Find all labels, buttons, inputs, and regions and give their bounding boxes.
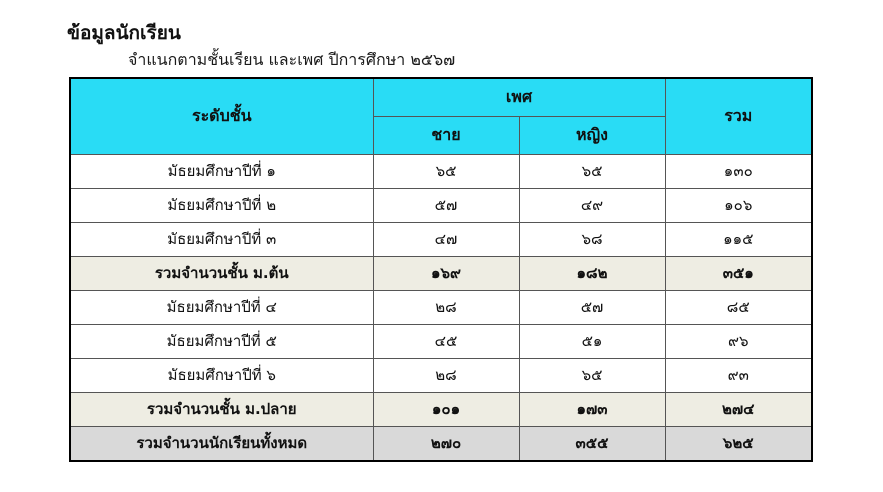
total-cell: ๙๖ <box>665 324 812 358</box>
table-row <box>70 324 812 358</box>
level-cell: รวมจำนวนนักเรียนทั้งหมด <box>70 426 373 461</box>
table-row <box>70 222 812 256</box>
male-cell: ๖๕ <box>373 154 519 188</box>
level-cell: รวมจำนวนชั้น ม.ต้น <box>70 256 373 290</box>
header-female: หญิง <box>519 116 665 154</box>
table-row <box>70 188 812 222</box>
student-table <box>69 77 813 462</box>
female-cell: ๖๘ <box>519 222 665 256</box>
page-subtitle: จำแนกตามชั้นเรียน และเพศ ปีการศึกษา ๒๕๖๗ <box>128 50 456 69</box>
male-cell: ๒๘ <box>373 358 519 392</box>
total-cell: ๒๗๔ <box>665 392 812 426</box>
female-cell: ๕๑ <box>519 324 665 358</box>
level-cell: รวมจำนวนชั้น ม.ปลาย <box>70 392 373 426</box>
table-row <box>70 290 812 324</box>
header-gender: เพศ <box>373 78 665 116</box>
total-cell: ๓๕๑ <box>665 256 812 290</box>
total-cell: ๖๒๕ <box>665 426 812 461</box>
page-title: ข้อมูลนักเรียน <box>67 22 181 44</box>
header-total: รวม <box>665 78 812 154</box>
table-row <box>70 358 812 392</box>
level-cell: มัธยมศึกษาปีที่ ๕ <box>70 324 373 358</box>
level-cell: มัธยมศึกษาปีที่ ๔ <box>70 290 373 324</box>
female-cell: ๖๕ <box>519 154 665 188</box>
table-row <box>70 154 812 188</box>
male-cell: ๒๗๐ <box>373 426 519 461</box>
male-cell: ๑๐๑ <box>373 392 519 426</box>
total-cell: ๙๓ <box>665 358 812 392</box>
total-cell: ๑๓๐ <box>665 154 812 188</box>
level-cell: มัธยมศึกษาปีที่ ๓ <box>70 222 373 256</box>
male-cell: ๔๗ <box>373 222 519 256</box>
female-cell: ๕๗ <box>519 290 665 324</box>
level-cell: มัธยมศึกษาปีที่ ๒ <box>70 188 373 222</box>
header-level: ระดับชั้น <box>70 78 373 154</box>
male-cell: ๑๖๙ <box>373 256 519 290</box>
female-cell: ๓๕๕ <box>519 426 665 461</box>
male-cell: ๒๘ <box>373 290 519 324</box>
header-male: ชาย <box>373 116 519 154</box>
table-header-row <box>70 78 812 116</box>
subtotal-row-lower-secondary <box>70 256 812 290</box>
male-cell: ๕๗ <box>373 188 519 222</box>
subtotal-row-upper-secondary <box>70 392 812 426</box>
female-cell: ๑๗๓ <box>519 392 665 426</box>
female-cell: ๔๙ <box>519 188 665 222</box>
female-cell: ๖๕ <box>519 358 665 392</box>
male-cell: ๔๕ <box>373 324 519 358</box>
total-cell: ๑๐๖ <box>665 188 812 222</box>
total-cell: ๘๕ <box>665 290 812 324</box>
female-cell: ๑๘๒ <box>519 256 665 290</box>
total-cell: ๑๑๕ <box>665 222 812 256</box>
level-cell: มัธยมศึกษาปีที่ ๖ <box>70 358 373 392</box>
level-cell: มัธยมศึกษาปีที่ ๑ <box>70 154 373 188</box>
grand-total-row <box>70 426 812 461</box>
